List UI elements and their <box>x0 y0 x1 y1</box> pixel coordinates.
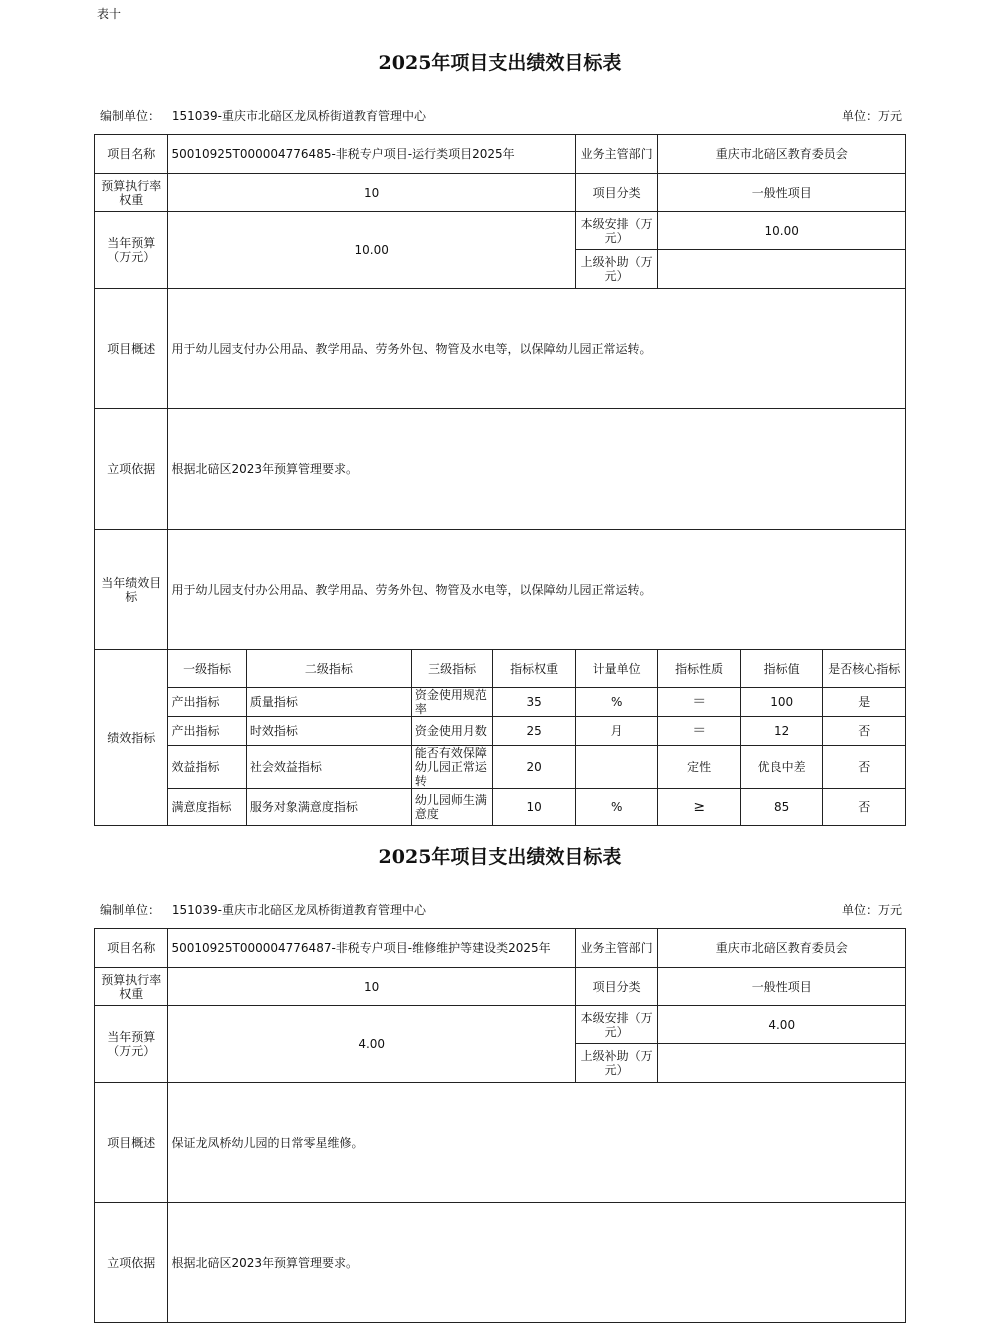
indicator-core: 是 <box>823 688 906 717</box>
upper-label: 上级补助（万元） <box>575 1044 658 1083</box>
indicator-unit: % <box>575 688 658 717</box>
project-name-label: 项目名称 <box>95 135 168 174</box>
org-value: 151039-重庆市北碚区龙凤桥街道教育管理中心 <box>171 109 426 123</box>
indicator-core: 否 <box>823 746 906 789</box>
dept-value: 重庆市北碚区教育委员会 <box>658 135 906 174</box>
indicator-nature: ≥ <box>658 789 741 826</box>
indicator-value: 12 <box>740 717 823 746</box>
section-2-org-line <box>100 901 426 918</box>
level-label: 本级安排（万元） <box>575 212 658 250</box>
basis-value: 根据北碚区2023年预算管理要求。 <box>168 409 906 530</box>
weight-label: 预算执行率权重 <box>95 174 168 212</box>
indicator-level2: 质量指标 <box>246 688 411 717</box>
indicator-header: 三级指标 <box>411 650 492 688</box>
section-1-title: 2025年项目支出绩效目标表 <box>378 52 622 74</box>
budget-label: 当年预算（万元） <box>95 1006 168 1083</box>
basis-label: 立项依据 <box>95 409 168 530</box>
indicator-weight: 20 <box>493 746 576 789</box>
indicators-label: 绩效指标 <box>95 650 168 826</box>
indicator-level1: 产出指标 <box>168 717 246 746</box>
indicator-unit: 月 <box>575 717 658 746</box>
indicator-nature: ＝ <box>658 688 741 717</box>
indicator-level3: 资金使用规范率 <box>411 688 492 717</box>
indicator-nature: ＝ <box>658 717 741 746</box>
overview-label: 项目概述 <box>95 289 168 409</box>
category-label: 项目分类 <box>575 968 658 1006</box>
upper-label: 上级补助（万元） <box>575 250 658 289</box>
indicator-level3: 能否有效保障幼儿园正常运转 <box>411 746 492 789</box>
indicator-nature: 定性 <box>658 746 741 789</box>
budget-value: 4.00 <box>168 1006 576 1083</box>
indicator-row <box>95 717 906 746</box>
level-value: 4.00 <box>658 1006 906 1044</box>
indicator-level3: 幼儿园师生满意度 <box>411 789 492 826</box>
indicator-row <box>95 688 906 717</box>
indicator-header: 一级指标 <box>168 650 246 688</box>
section-2-table <box>94 928 906 1323</box>
dept-label: 业务主管部门 <box>575 929 658 968</box>
section-1-table <box>94 134 906 826</box>
level-value: 10.00 <box>658 212 906 250</box>
section-1-currency-unit: 单位：万元 <box>841 109 902 123</box>
budget-value: 10.00 <box>168 212 576 289</box>
level-label: 本级安排（万元） <box>575 1006 658 1044</box>
indicator-level1: 满意度指标 <box>168 789 246 826</box>
indicator-level1: 效益指标 <box>168 746 246 789</box>
dept-label: 业务主管部门 <box>575 135 658 174</box>
indicator-weight: 25 <box>493 717 576 746</box>
goal-label: 当年绩效目标 <box>95 530 168 650</box>
basis-label: 立项依据 <box>95 1203 168 1323</box>
indicator-level1: 产出指标 <box>168 688 246 717</box>
indicator-row <box>95 789 906 826</box>
indicator-core: 否 <box>823 789 906 826</box>
category-label: 项目分类 <box>575 174 658 212</box>
org-value: 151039-重庆市北碚区龙凤桥街道教育管理中心 <box>171 903 426 917</box>
indicator-header: 指标值 <box>740 650 823 688</box>
basis-value: 根据北碚区2023年预算管理要求。 <box>168 1203 906 1323</box>
section-1-org-line <box>100 107 426 124</box>
section-2-currency-unit: 单位：万元 <box>841 903 902 917</box>
project-name-value: 50010925T000004776485-非税专户项目-运行类项目2025年 <box>168 135 576 174</box>
weight-value: 10 <box>168 968 576 1006</box>
indicator-header: 是否核心指标 <box>823 650 906 688</box>
project-name-label: 项目名称 <box>95 929 168 968</box>
org-label: 编制单位： <box>100 903 161 917</box>
weight-value: 10 <box>168 174 576 212</box>
indicator-value: 100 <box>740 688 823 717</box>
upper-value <box>658 1044 906 1083</box>
indicator-header: 指标权重 <box>493 650 576 688</box>
indicator-level2: 社会效益指标 <box>246 746 411 789</box>
weight-label: 预算执行率权重 <box>95 968 168 1006</box>
indicator-value: 优良中差 <box>740 746 823 789</box>
indicator-unit: % <box>575 789 658 826</box>
project-name-value: 50010925T000004776487-非税专户项目-维修维护等建设类2025年 <box>168 929 576 968</box>
overview-value: 用于幼儿园支付办公用品、教学用品、劳务外包、物管及水电等，以保障幼儿园正常运转。 <box>168 289 906 409</box>
overview-label: 项目概述 <box>95 1083 168 1203</box>
category-value: 一般性项目 <box>658 968 906 1006</box>
indicator-row <box>95 746 906 789</box>
section-2-title: 2025年项目支出绩效目标表 <box>378 846 622 868</box>
indicator-weight: 10 <box>493 789 576 826</box>
indicator-unit <box>575 746 658 789</box>
indicator-core: 否 <box>823 717 906 746</box>
indicator-level2: 服务对象满意度指标 <box>246 789 411 826</box>
indicator-level3: 资金使用月数 <box>411 717 492 746</box>
indicator-header: 计量单位 <box>575 650 658 688</box>
table-number-label: 表十 <box>97 7 122 21</box>
upper-value <box>658 250 906 289</box>
indicator-value: 85 <box>740 789 823 826</box>
indicator-header: 二级指标 <box>246 650 411 688</box>
dept-value: 重庆市北碚区教育委员会 <box>658 929 906 968</box>
budget-label: 当年预算（万元） <box>95 212 168 289</box>
indicator-weight: 35 <box>493 688 576 717</box>
indicator-level2: 时效指标 <box>246 717 411 746</box>
overview-value: 保证龙凤桥幼儿园的日常零星维修。 <box>168 1083 906 1203</box>
goal-value: 用于幼儿园支付办公用品、教学用品、劳务外包、物管及水电等，以保障幼儿园正常运转。 <box>168 530 906 650</box>
org-label: 编制单位： <box>100 109 161 123</box>
indicator-header: 指标性质 <box>658 650 741 688</box>
category-value: 一般性项目 <box>658 174 906 212</box>
